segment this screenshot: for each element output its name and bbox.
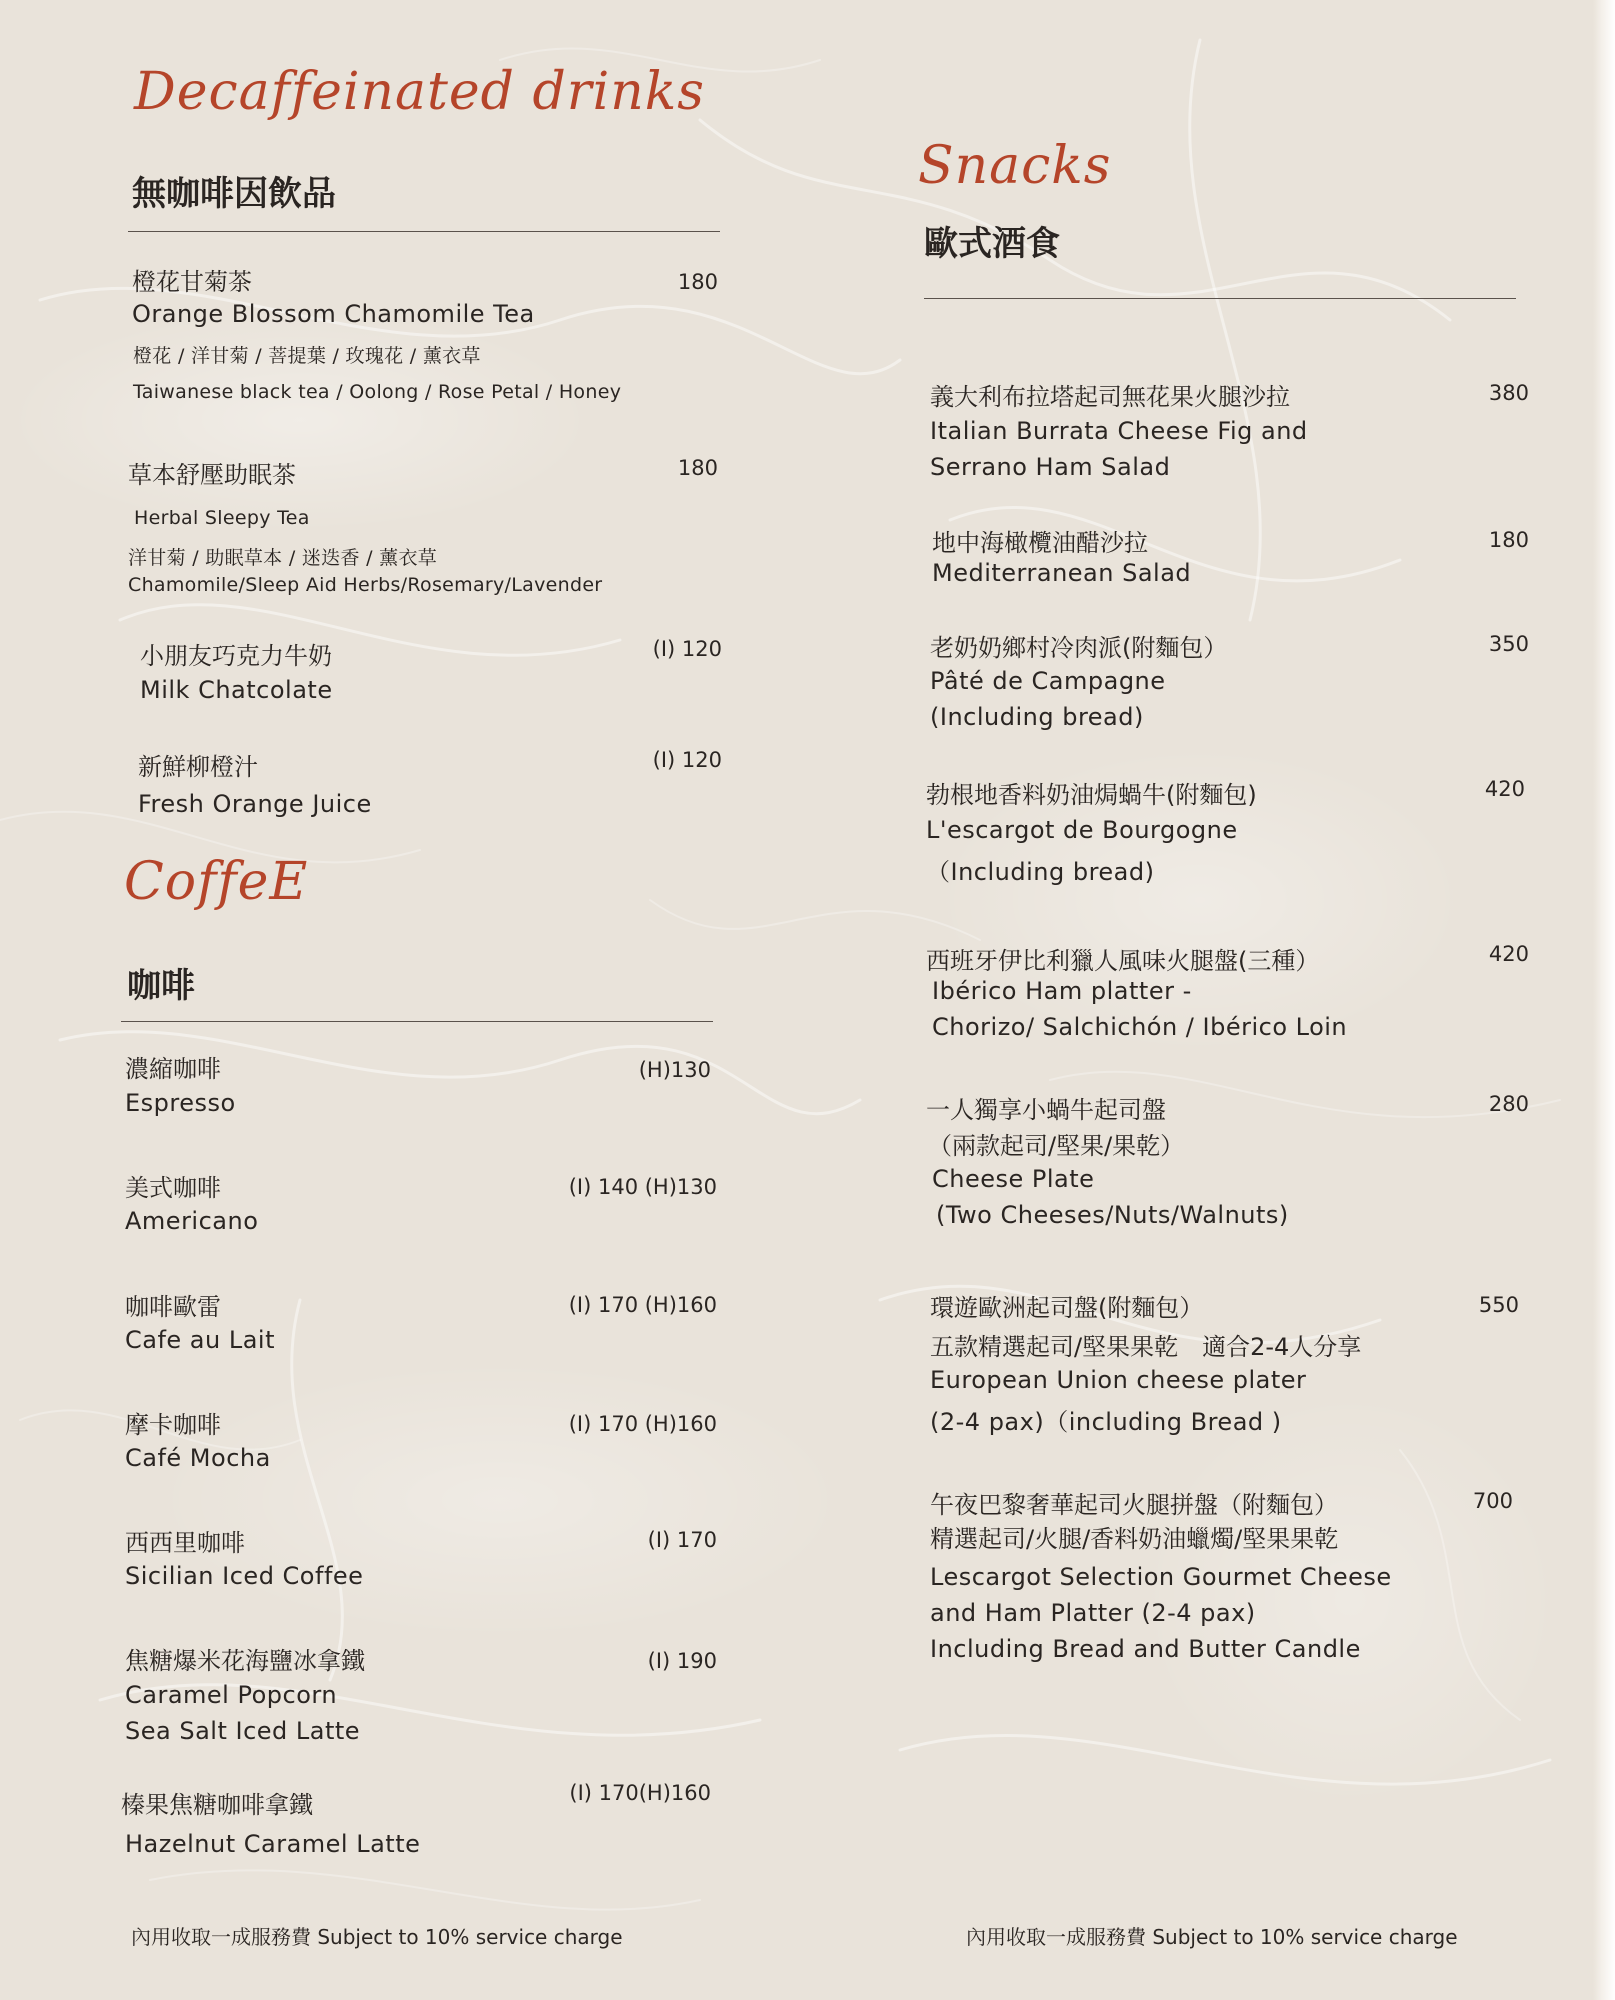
item-name-zh: 咖啡歐雷 — [125, 1293, 221, 1321]
item-name-zh: 焦糖爆米花海鹽冰拿鐵 — [125, 1647, 365, 1675]
item-name-zh: 西西里咖啡 — [125, 1529, 245, 1557]
snacks-divider — [924, 298, 1516, 299]
item-name-en: Fresh Orange Juice — [138, 790, 372, 818]
item-price: (I) 120 — [652, 637, 722, 661]
item-price: 420 — [1488, 942, 1529, 966]
decaf-heading-zh: 無咖啡因飲品 — [132, 174, 336, 214]
item-name-zh: 勃根地香料奶油焗蝸牛(附麵包) — [926, 781, 1257, 809]
item-desc-zh: （兩款起司/堅果/果乾） — [928, 1132, 1185, 1160]
coffee-heading-en: CoffeE — [124, 852, 309, 912]
item-name-en-line2: (Including bread) — [930, 703, 1144, 731]
item-name-zh: 一人獨享小蝸牛起司盤 — [926, 1096, 1166, 1124]
item-price: 700 — [1472, 1489, 1513, 1513]
item-name-en: Caramel Popcorn — [125, 1681, 338, 1709]
item-price: (I) 190 — [647, 1649, 717, 1673]
item-name-en: L'escargot de Bourgogne — [926, 816, 1238, 844]
item-name-en: Orange Blossom Chamomile Tea — [132, 300, 535, 328]
item-name-en: Hazelnut Caramel Latte — [125, 1830, 421, 1858]
item-name-en-line2: Sea Salt Iced Latte — [125, 1717, 361, 1745]
item-desc-zh: 精選起司/火腿/香料奶油蠟燭/堅果果乾 — [930, 1525, 1339, 1553]
item-name-zh: 午夜巴黎奢華起司火腿拼盤（附麵包） — [930, 1491, 1338, 1519]
item-price: (I) 170(H)160 — [569, 1781, 711, 1805]
item-name-en: Italian Burrata Cheese Fig and — [930, 417, 1308, 445]
item-name-zh: 環遊歐洲起司盤(附麵包） — [930, 1294, 1204, 1322]
item-name-en: Mediterranean Salad — [932, 559, 1192, 587]
item-desc-en: Chamomile/Sleep Aid Herbs/Rosemary/Lavender — [128, 574, 603, 596]
item-price: (H)130 — [638, 1058, 711, 1082]
snacks-heading-en: Snacks — [918, 136, 1112, 196]
item-name-zh: 地中海橄欖油醋沙拉 — [932, 529, 1148, 557]
item-name-zh: 橙花甘菊茶 — [132, 268, 252, 296]
item-name-en: European Union cheese plater — [930, 1366, 1307, 1394]
item-price: 350 — [1488, 632, 1529, 656]
item-name-zh: 摩卡咖啡 — [125, 1411, 221, 1439]
item-name-en: Ibérico Ham platter - — [932, 977, 1192, 1005]
item-name-en-line2: (Two Cheeses/Nuts/Walnuts) — [936, 1201, 1289, 1229]
item-price: 180 — [677, 270, 718, 294]
item-desc-zh: 五款精選起司/堅果果乾 適合2-4人分享 — [930, 1333, 1362, 1361]
coffee-divider — [121, 1021, 713, 1022]
item-name-en-line2: (2-4 pax)（including Bread ) — [930, 1408, 1282, 1436]
item-price: (I) 170 — [647, 1528, 717, 1552]
item-name-en: Pâté de Campagne — [930, 667, 1166, 695]
item-name-en: Lescargot Selection Gourmet Cheese — [930, 1563, 1392, 1591]
item-name-en: Cheese Plate — [932, 1165, 1095, 1193]
item-price: 380 — [1488, 381, 1529, 405]
item-desc-zh: 洋甘菊 / 助眠草本 / 迷迭香 / 薰衣草 — [128, 547, 438, 569]
item-price: 180 — [1488, 528, 1529, 552]
service-charge-note-left: 內用收取一成服務費 Subject to 10% service charge — [131, 1925, 623, 1949]
item-price: (I) 170 (H)160 — [568, 1412, 717, 1436]
item-name-en-line2: （Including bread) — [926, 858, 1155, 886]
item-name-zh: 美式咖啡 — [125, 1174, 221, 1202]
item-name-zh: 西班牙伊比利獵人風味火腿盤(三種） — [926, 947, 1320, 975]
item-price: (I) 170 (H)160 — [568, 1293, 717, 1317]
item-name-zh: 草本舒壓助眠茶 — [128, 461, 296, 489]
item-name-zh: 濃縮咖啡 — [125, 1055, 221, 1083]
item-desc-en: Taiwanese black tea / Oolong / Rose Petal / Honey — [133, 381, 622, 403]
item-name-en: Milk Chatcolate — [140, 676, 333, 704]
item-name-en: Americano — [125, 1207, 259, 1235]
snacks-heading-zh: 歐式酒食 — [924, 224, 1060, 264]
item-name-zh: 榛果焦糖咖啡拿鐵 — [121, 1791, 313, 1819]
item-name-en-line2: and Ham Platter (2-4 pax) — [930, 1599, 1256, 1627]
item-price: 550 — [1478, 1293, 1519, 1317]
item-name-en-line3: Including Bread and Butter Candle — [930, 1635, 1361, 1663]
item-name-en: Sicilian Iced Coffee — [125, 1562, 364, 1590]
item-name-en-line2: Chorizo/ Salchichón / Ibérico Loin — [932, 1013, 1348, 1041]
item-price: 420 — [1484, 777, 1525, 801]
decaf-divider — [128, 231, 720, 232]
item-name-en: Café Mocha — [125, 1444, 271, 1472]
item-name-en: Espresso — [125, 1089, 236, 1117]
decaf-heading-en: Decaffeinated drinks — [134, 62, 705, 122]
item-name-zh: 新鮮柳橙汁 — [138, 753, 258, 781]
item-price: 180 — [677, 456, 718, 480]
item-price: (I) 120 — [652, 748, 722, 772]
item-name-zh: 義大利布拉塔起司無花果火腿沙拉 — [930, 383, 1290, 411]
service-charge-note-right: 內用收取一成服務費 Subject to 10% service charge — [966, 1925, 1458, 1949]
item-desc-zh: 橙花 / 洋甘菊 / 菩提葉 / 玫瑰花 / 薰衣草 — [133, 345, 481, 367]
item-name-en: Cafe au Lait — [125, 1326, 276, 1354]
item-name-en: Herbal Sleepy Tea — [134, 507, 310, 529]
item-price: (I) 140 (H)130 — [568, 1175, 717, 1199]
item-name-zh: 老奶奶鄉村冷肉派(附麵包） — [930, 634, 1228, 662]
coffee-heading-zh: 咖啡 — [127, 966, 195, 1006]
item-name-zh: 小朋友巧克力牛奶 — [140, 642, 332, 670]
torn-paper-edge — [1593, 0, 1615, 2000]
item-name-en-line2: Serrano Ham Salad — [930, 453, 1171, 481]
item-price: 280 — [1488, 1092, 1529, 1116]
